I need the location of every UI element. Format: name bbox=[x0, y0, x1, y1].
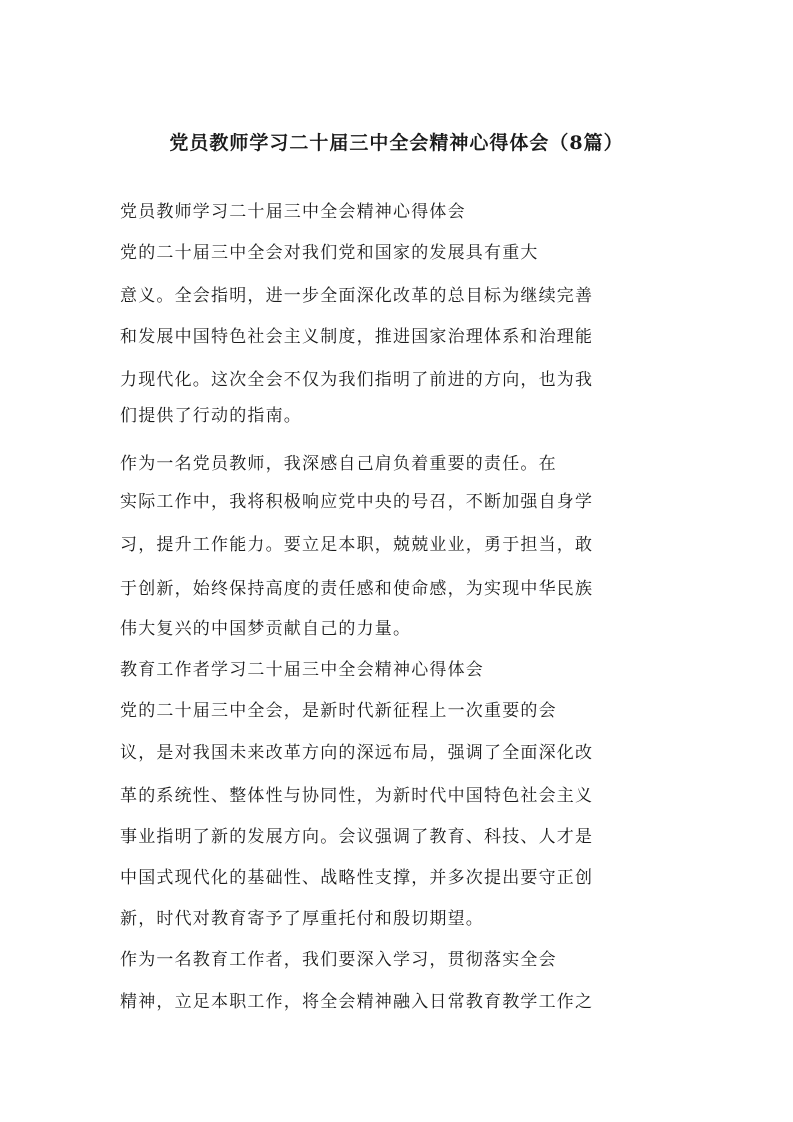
paragraph-line: 和发展中国特色社会主义制度，推进国家治理体系和治理能 bbox=[120, 327, 594, 347]
paragraph-line: 党的二十届三中全会对我们党和国家的发展具有重大 bbox=[120, 243, 539, 263]
paragraph-line: 议，是对我国未来改革方向的深远布局，强调了全面深化改 bbox=[120, 743, 594, 763]
document-title: 党员教师学习二十届三中全会精神心得体会（8篇） bbox=[169, 132, 624, 154]
paragraph-line: 伟大复兴的中国梦贡献自己的力量。 bbox=[120, 619, 412, 639]
paragraph-line: 事业指明了新的发展方向。会议强调了教育、科技、人才是 bbox=[120, 827, 594, 847]
paragraph-line: 革的系统性、整体性与协同性，为新时代中国特色社会主义 bbox=[120, 786, 594, 806]
paragraph-line: 力现代化。这次全会不仅为我们指明了前进的方向，也为我 bbox=[120, 370, 594, 390]
paragraph-line: 实际工作中，我将积极响应党中央的号召，不断加强自身学 bbox=[120, 492, 594, 512]
paragraph-line: 习，提升工作能力。要立足本职，兢兢业业，勇于担当，敢 bbox=[120, 535, 594, 555]
paragraph-line: 作为一名教育工作者，我们要深入学习，贯彻落实全会 bbox=[120, 950, 557, 970]
section-heading: 教育工作者学习二十届三中全会精神心得体会 bbox=[120, 660, 484, 680]
paragraph-line: 中国式现代化的基础性、战略性支撑，并多次提出要守正创 bbox=[120, 868, 594, 888]
paragraph-line: 们提供了行动的指南。 bbox=[120, 406, 302, 426]
paragraph-line: 意义。全会指明，进一步全面深化改革的总目标为继续完善 bbox=[120, 286, 594, 306]
paragraph-line: 党的二十届三中全会，是新时代新征程上一次重要的会 bbox=[120, 701, 557, 721]
section-heading: 党员教师学习二十届三中全会精神心得体会 bbox=[120, 202, 466, 222]
paragraph-line: 新，时代对教育寄予了厚重托付和殷切期望。 bbox=[120, 909, 484, 929]
paragraph-line: 于创新，始终保持高度的责任感和使命感，为实现中华民族 bbox=[120, 579, 594, 599]
paragraph-line: 精神，立足本职工作，将全会精神融入日常教育教学工作之 bbox=[120, 992, 594, 1012]
paragraph-line: 作为一名党员教师，我深感自己肩负着重要的责任。在 bbox=[120, 454, 557, 474]
